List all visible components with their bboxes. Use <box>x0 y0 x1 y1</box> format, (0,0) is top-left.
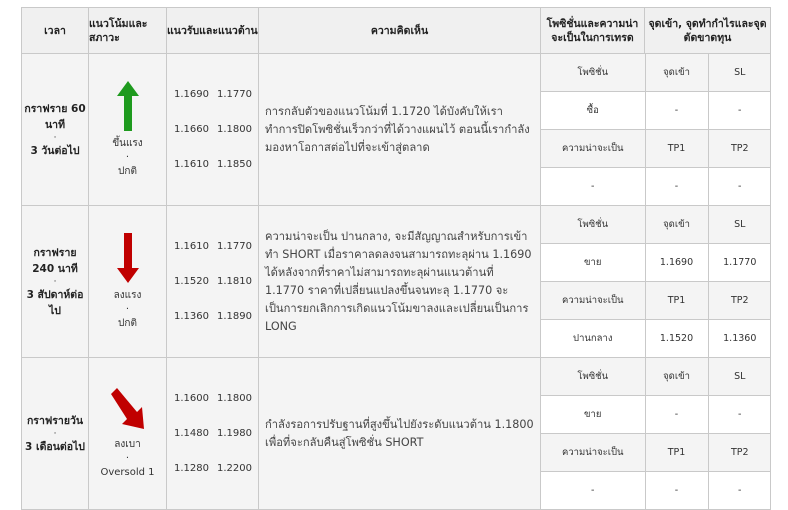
horizon-label: 3 เดือนต่อไป <box>25 440 85 453</box>
comment-cell: กำลังรอการปรับฐานที่สูงขึ้นไปยังระดับแนวต้าน 1.1800 เพื่อที่จะกลับคืนสู่โพซิชั่น SHORT <box>259 358 541 510</box>
condition-label: ปกติ <box>118 165 137 177</box>
entry-value: - <box>645 92 708 130</box>
header-position: โพซิชั่นและความน่าจะเป็นในการเทรด <box>541 8 645 54</box>
tp2-label: TP2 <box>708 130 771 168</box>
position-grid-cell <box>541 358 771 510</box>
level-row <box>174 229 258 264</box>
table-row <box>22 358 771 510</box>
trend-label: ลงแรง <box>113 289 142 301</box>
sl-value: - <box>708 396 771 434</box>
separator-dot: · <box>53 276 57 287</box>
sl-label: SL <box>708 358 771 396</box>
tp2-value: 1.1360 <box>708 320 771 358</box>
timeframe-label: กราฟราย 60 นาที <box>24 102 86 131</box>
timeframe-label: กราฟรายวัน <box>26 414 84 427</box>
position-grid <box>541 206 771 357</box>
level-row <box>174 416 258 451</box>
probability-label: ความน่าจะเป็น <box>541 434 645 472</box>
timeframe-label: กราฟราย 240 นาที <box>32 246 78 275</box>
separator-dot: · <box>125 303 130 315</box>
support-level: 1.1280 <box>174 463 209 474</box>
tp1-value: - <box>645 472 708 510</box>
condition-label: Oversold 1 <box>100 466 155 478</box>
probability-label: ความน่าจะเป็น <box>541 130 645 168</box>
support-level: 1.1610 <box>174 159 209 170</box>
entry-label: จุดเข้า <box>645 358 708 396</box>
entry-label: จุดเข้า <box>645 54 708 92</box>
support-level: 1.1600 <box>174 393 209 404</box>
down-arrow-icon <box>117 233 139 283</box>
resistance-level: 1.1770 <box>217 89 252 100</box>
table-row <box>22 54 771 206</box>
probability-value: ปานกลาง <box>541 320 645 358</box>
position-grid <box>541 54 771 205</box>
sl-value: - <box>708 92 771 130</box>
timeframe-cell <box>22 206 89 358</box>
tp2-value: - <box>708 168 771 206</box>
condition-label: ปกติ <box>118 317 137 329</box>
trend-cell <box>89 54 167 206</box>
level-row <box>174 264 258 299</box>
levels-cell <box>167 358 259 510</box>
tp2-label: TP2 <box>708 434 771 472</box>
comment-cell: ความน่าจะเป็น ปานกลาง, จะมีสัญญาณสำหรับการเข้าทำ SHORT เมื่อราคาลดลงจนสามารถทะลุผ่าน 1.1690 ได้หลังจากที่ราคาไม่สามารถทะลุผ่านแนวต้านที่ 1.1770 ราคาที่เปลี่ยนแปลงขึ้นจนทะลุ 1.1770 จะเป็นการยกเลิกการเกิดแนวโน้มขาลงและเปลี่ยนเป็นการ LONG <box>259 206 541 358</box>
entry-value: - <box>645 396 708 434</box>
resistance-level: 1.1890 <box>217 311 252 322</box>
levels-cell <box>167 206 259 358</box>
entry-value: 1.1690 <box>645 244 708 282</box>
horizon-label: 3 วันต่อไป <box>30 144 80 157</box>
position-label: โพซิชั่น <box>541 358 645 396</box>
position-value: ขาย <box>541 396 645 434</box>
levels-cell <box>167 54 259 206</box>
support-level: 1.1660 <box>174 124 209 135</box>
resistance-level: 1.1850 <box>217 159 252 170</box>
position-grid-cell <box>541 206 771 358</box>
support-level: 1.1520 <box>174 276 209 287</box>
horizon-label: 3 สัปดาห์ต่อไป <box>26 288 84 317</box>
header-comment: ความคิดเห็น <box>259 8 541 54</box>
tp2-value: - <box>708 472 771 510</box>
down-right-arrow-icon <box>108 388 148 432</box>
resistance-level: 1.1800 <box>217 393 252 404</box>
header-support-resistance: แนวรับและแนวต้าน <box>167 8 259 54</box>
sl-value: 1.1770 <box>708 244 771 282</box>
trend-label: ลงเบา <box>114 438 141 450</box>
tp1-label: TP1 <box>645 434 708 472</box>
level-row <box>174 147 258 182</box>
table-row <box>22 206 771 358</box>
header-row <box>22 8 771 54</box>
support-level: 1.1610 <box>174 241 209 252</box>
separator-dot: · <box>53 132 57 143</box>
resistance-level: 1.2200 <box>217 463 252 474</box>
support-level: 1.1690 <box>174 89 209 100</box>
trend-cell <box>89 206 167 358</box>
position-label: โพซิชั่น <box>541 54 645 92</box>
probability-label: ความน่าจะเป็น <box>541 282 645 320</box>
support-level: 1.1360 <box>174 311 209 322</box>
trend-cell <box>89 358 167 510</box>
header-time: เวลา <box>22 8 89 54</box>
separator-dot: · <box>125 151 130 163</box>
probability-value: - <box>541 472 645 510</box>
resistance-level: 1.1800 <box>217 124 252 135</box>
tp2-label: TP2 <box>708 282 771 320</box>
separator-dot: · <box>53 428 57 439</box>
probability-value: - <box>541 168 645 206</box>
header-trend: แนวโน้มและสภาวะ <box>89 8 167 54</box>
separator-dot: · <box>125 452 130 464</box>
tp1-label: TP1 <box>645 282 708 320</box>
trend-label: ขึ้นแรง <box>112 137 143 149</box>
resistance-level: 1.1770 <box>217 241 252 252</box>
timeframe-cell <box>22 358 89 510</box>
comment-cell: การกลับตัวของแนวโน้มที่ 1.1720 ได้บังคับให้เราทำการปิดโพซิชั่นเร็วกว่าที่ได้วางแผนไว้ ตอนนี้เรากำลังมองหาโอกาสต่อไปที่จะเข้าสู่ตลาด <box>259 54 541 206</box>
resistance-level: 1.1810 <box>217 276 252 287</box>
level-row <box>174 451 258 486</box>
header-entry-tp-sl: จุดเข้า, จุดทำกำไรและจุดตัดขาดทุน <box>645 8 771 54</box>
position-value: ซื้อ <box>541 92 645 130</box>
analysis-table <box>21 7 771 510</box>
support-level: 1.1480 <box>174 428 209 439</box>
tp1-label: TP1 <box>645 130 708 168</box>
resistance-level: 1.1980 <box>217 428 252 439</box>
position-grid-cell <box>541 54 771 206</box>
position-label: โพซิชั่น <box>541 206 645 244</box>
level-row <box>174 77 258 112</box>
position-value: ขาย <box>541 244 645 282</box>
timeframe-cell <box>22 54 89 206</box>
sl-label: SL <box>708 206 771 244</box>
level-row <box>174 381 258 416</box>
tp1-value: - <box>645 168 708 206</box>
entry-label: จุดเข้า <box>645 206 708 244</box>
up-arrow-icon <box>117 81 139 131</box>
sl-label: SL <box>708 54 771 92</box>
tp1-value: 1.1520 <box>645 320 708 358</box>
position-grid <box>541 358 771 509</box>
level-row <box>174 112 258 147</box>
level-row <box>174 299 258 334</box>
